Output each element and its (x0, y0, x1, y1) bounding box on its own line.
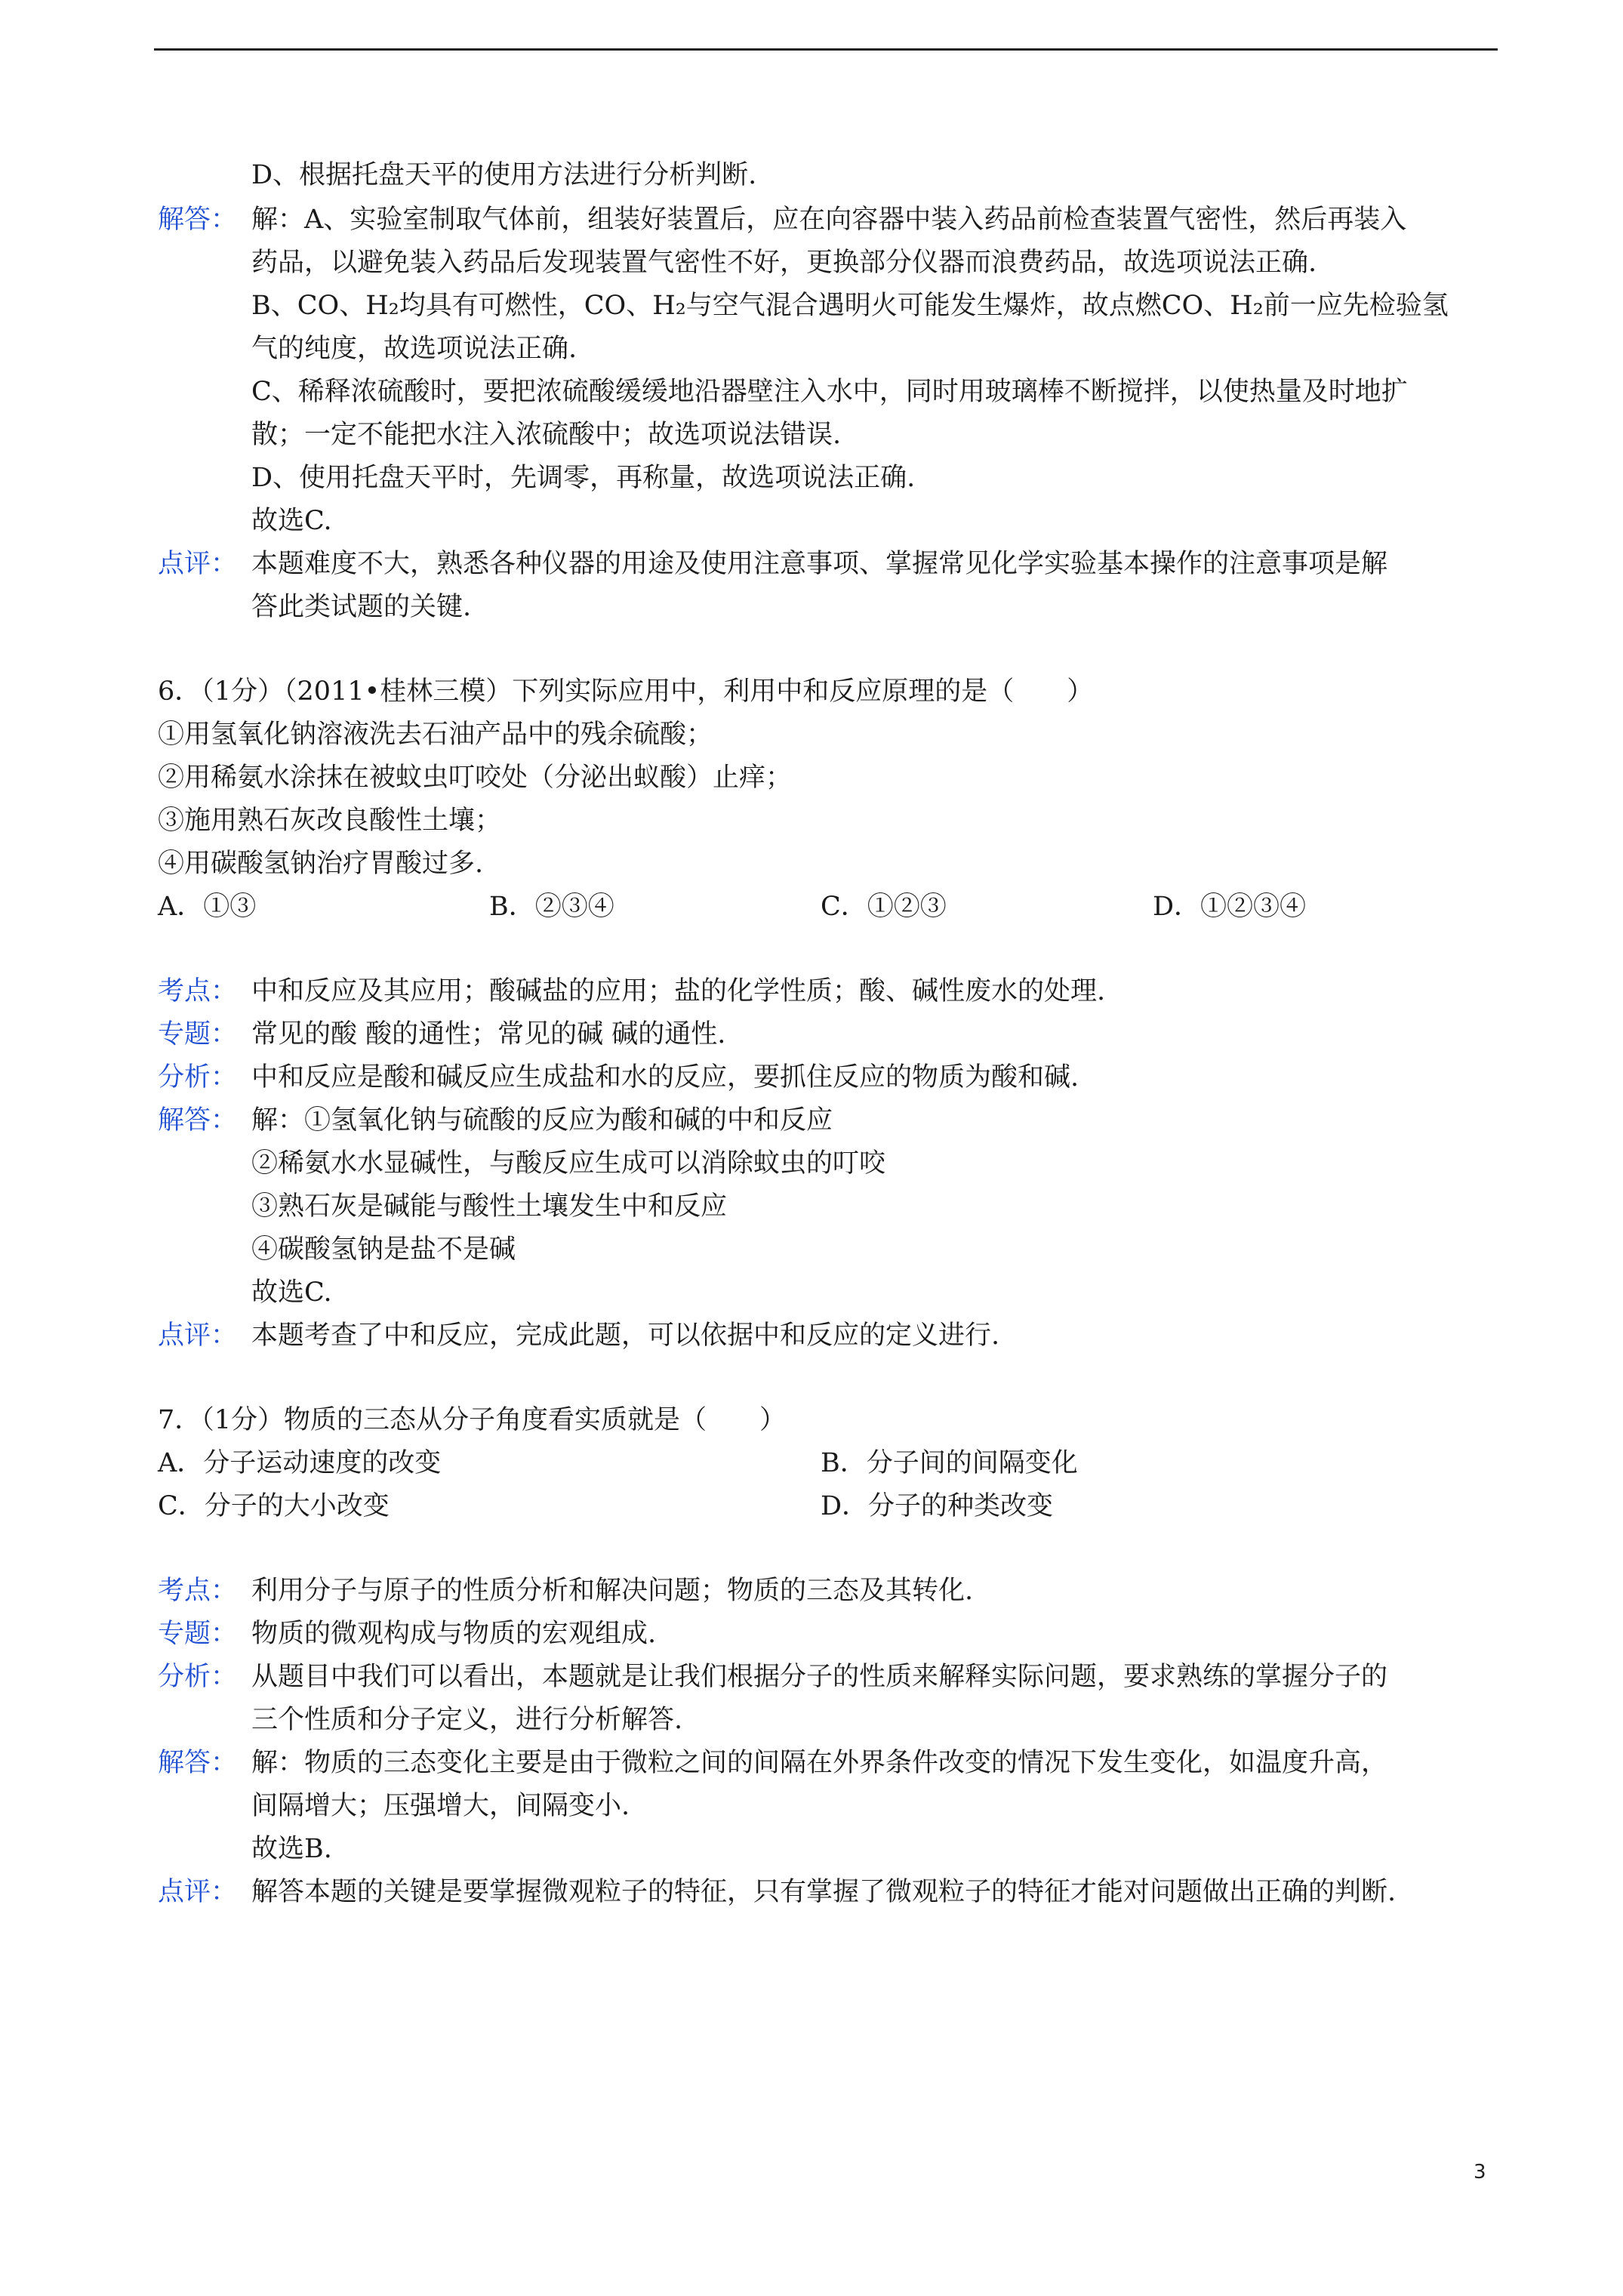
jieda-line: 故选B. (251, 1834, 332, 1864)
q6-option-d: D．①②③④ (1153, 892, 1307, 922)
answer-line: 散；一定不能把水注入浓硫酸中；故选项说法错误. (251, 420, 842, 450)
dianping-label: 点评： (158, 1321, 238, 1351)
dianping-text: 解答本题的关键是要掌握微观粒子的特征，只有掌握了微观粒子的特征才能对问题做出正确的判断. (251, 1877, 1397, 1907)
answer-label: 解答： (158, 205, 238, 235)
q6-item: ①用氢氧化钠溶液洗去石油产品中的残余硫酸； (158, 720, 713, 750)
jieda-label: 解答： (158, 1748, 238, 1778)
kaodian-label: 考点： (158, 976, 238, 1006)
zhuanti-label: 专题： (158, 1019, 238, 1049)
jieda-line: ③熟石灰是碱能与酸性土壤发生中和反应 (251, 1191, 728, 1222)
kaodian-label: 考点： (158, 1576, 238, 1606)
q6-stem: 6．（1分）（2011•桂林三模）下列实际应用中，利用中和反应原理的是（ ） (158, 676, 1094, 707)
kaodian-text: 中和反应及其应用；酸碱盐的应用；盐的化学性质；酸、碱性废水的处理. (251, 976, 1106, 1006)
page-number: 3 (1474, 2161, 1486, 2184)
q7-option-d: D．分子的种类改变 (821, 1491, 1054, 1521)
answer-line: 气的纯度，故选项说法正确. (251, 334, 577, 364)
header-rule (154, 48, 1498, 51)
q6-option-b: B．②③④ (489, 892, 614, 922)
fenxi-label: 分析： (158, 1062, 238, 1093)
q7-option-a: A．分子运动速度的改变 (158, 1448, 442, 1478)
fenxi-line: 三个性质和分子定义，进行分析解答. (251, 1705, 683, 1735)
answer-line: 药品，以避免装入药品后发现装置气密性不好，更换部分仪器而浪费药品，故选项说法正确. (251, 248, 1317, 278)
fenxi-line: 从题目中我们可以看出，本题就是让我们根据分子的性质来解释实际问题，要求熟练的掌握分子的 (251, 1662, 1388, 1692)
review-line: 本题难度不大，熟悉各种仪器的用途及使用注意事项、掌握常见化学实验基本操作的注意事项是解 (251, 549, 1388, 579)
jieda-line: 间隔增大；压强增大，间隔变小. (251, 1791, 630, 1821)
zhuanti-text: 常见的酸 酸的通性；常见的碱 碱的通性. (251, 1019, 726, 1049)
review-label: 点评： (158, 549, 238, 579)
answer-line: C、稀释浓硫酸时，要把浓硫酸缓缓地沿器壁注入水中，同时用玻璃棒不断搅拌，以使热量及时地扩 (251, 377, 1408, 407)
answer-line: B、CO、H₂均具有可燃性，CO、H₂与空气混合遇明火可能发生爆炸，故点燃CO、H₂前一应先检验氢 (251, 291, 1449, 321)
q7-option-c: C．分子的大小改变 (158, 1491, 390, 1521)
dianping-label: 点评： (158, 1877, 238, 1907)
zhuanti-text: 物质的微观构成与物质的宏观组成. (251, 1619, 657, 1649)
dianping-text: 本题考查了中和反应，完成此题，可以依据中和反应的定义进行. (251, 1321, 1000, 1351)
zhuanti-label: 专题： (158, 1619, 238, 1649)
jieda-line: ②稀氨水水显碱性，与酸反应生成可以消除蚊虫的叮咬 (251, 1148, 886, 1179)
fenxi-label: 分析： (158, 1662, 238, 1692)
review-line: 答此类试题的关键. (251, 592, 472, 622)
kaodian-text: 利用分子与原子的性质分析和解决问题；物质的三态及其转化. (251, 1576, 974, 1606)
q6-item: ②用稀氨水涂抹在被蚊虫叮咬处（分泌出蚁酸）止痒； (158, 763, 793, 793)
q7-stem: 7．（1分）物质的三态从分子角度看实质就是（ ） (158, 1405, 787, 1435)
q6-item: ④用碳酸氢钠治疗胃酸过多. (158, 849, 484, 879)
jieda-line: ④碳酸氢钠是盐不是碱 (251, 1234, 516, 1265)
jieda-line: 解：①氢氧化钠与硫酸的反应为酸和碱的中和反应 (251, 1105, 833, 1136)
jieda-line: 解：物质的三态变化主要是由于微粒之间的间隔在外界条件改变的情况下发生变化，如温度升高， (251, 1748, 1388, 1778)
q7-option-b: B．分子间的间隔变化 (821, 1448, 1078, 1478)
jieda-label: 解答： (158, 1105, 238, 1136)
answer-line: 故选C. (251, 506, 332, 536)
jieda-line: 故选C. (251, 1277, 332, 1308)
answer-line: 解：A、实验室制取气体前，组装好装置后，应在向容器中装入药品前检查装置气密性，然后再装入 (251, 205, 1407, 235)
q6-option-c: C．①②③ (821, 892, 947, 922)
answer-line: D、使用托盘天平时，先调零，再称量，故选项说法正确. (251, 463, 916, 493)
q6-item: ③施用熟石灰改良酸性土壤； (158, 806, 502, 836)
q6-option-a: A．①③ (158, 892, 257, 922)
analysis-d-line: D、根据托盘天平的使用方法进行分析判断. (251, 160, 757, 190)
fenxi-text: 中和反应是酸和碱反应生成盐和水的反应，要抓住反应的物质为酸和碱. (251, 1062, 1079, 1093)
